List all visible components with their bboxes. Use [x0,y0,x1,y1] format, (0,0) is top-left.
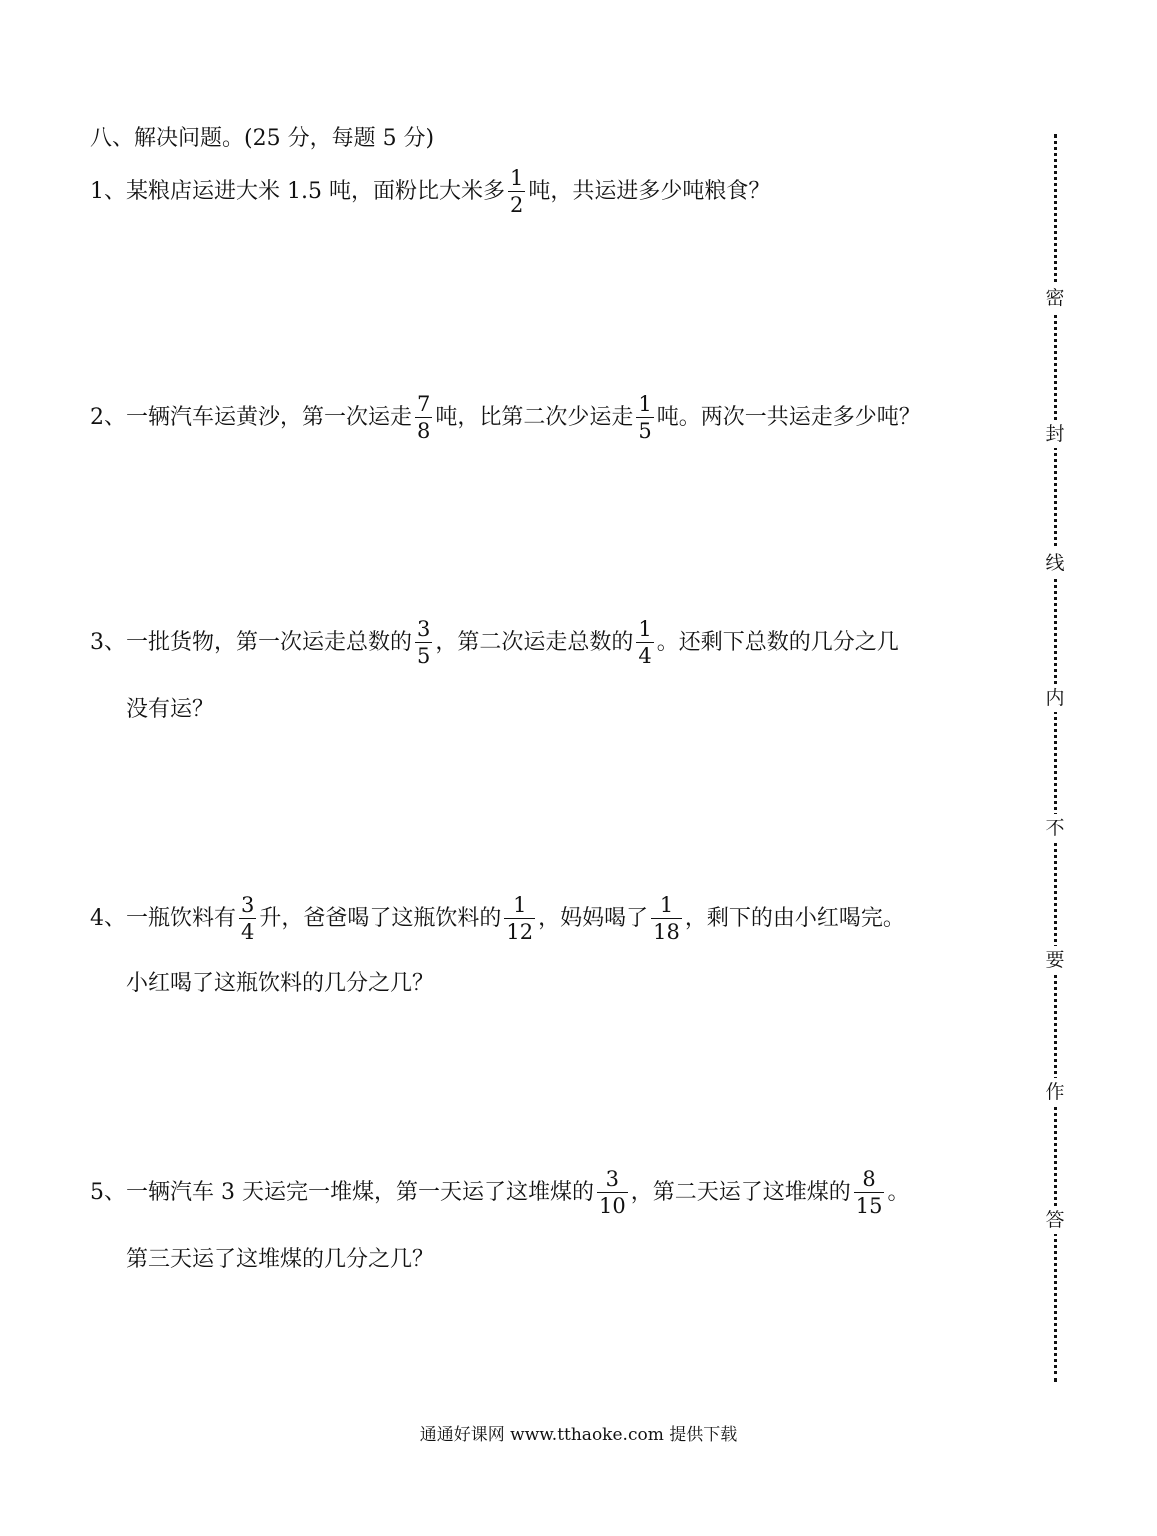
question-text: ，第二天运了这堆煤的 [630,1179,851,1205]
seal-dotted-line [1054,134,1057,1382]
seal-char: 线 [1043,549,1067,577]
question-3 [90,617,899,668]
seal-char: 作 [1043,1078,1067,1106]
denominator: 5 [638,419,652,443]
question-text: 小红喝了这瓶饮料的几分之几？ [126,971,435,996]
question-5-continuation [126,1243,434,1277]
seal-char: 答 [1043,1206,1067,1234]
question-text: 吨。两次一共运走多少吨？ [656,404,921,430]
question-text: 吨，比第二次少运走 [435,404,634,430]
numerator: 3 [605,1167,620,1191]
question-2 [90,392,921,443]
numerator: 1 [638,617,652,641]
denominator: 2 [509,193,524,217]
question-text: 3、一批货物，第一次运走总数的 [90,629,412,655]
question-text: 升，爸爸喝了这瓶饮料的 [259,905,502,931]
footer-text: 通通好课网 www.tthaoke.com 提供下载 [419,1425,738,1445]
denominator: 4 [241,920,255,944]
question-4-continuation [126,967,434,1001]
question-text: ，剩下的由小红喝完。 [684,905,905,931]
fraction [504,893,535,944]
denominator: 12 [506,920,534,944]
denominator: 8 [417,419,431,443]
question-4 [90,893,905,944]
question-5 [90,1167,909,1218]
numerator: 1 [513,893,527,917]
fraction [415,617,432,668]
fraction [651,893,682,944]
numerator: 8 [862,1167,876,1191]
numerator: 3 [241,893,255,917]
question-text: 吨，共运进多少吨粮食？ [528,178,771,204]
question-text: ，妈妈喝了 [538,905,649,931]
numerator: 7 [417,392,431,416]
fraction [854,1167,885,1218]
denominator: 10 [598,1194,626,1218]
fraction [239,893,256,944]
numerator: 1 [638,392,652,416]
fraction [415,392,432,443]
seal-char: 不 [1043,814,1067,842]
fraction [508,166,525,217]
fraction [636,392,653,443]
numerator: 1 [659,893,674,917]
denominator: 5 [417,644,431,668]
question-text: 1、某粮店运进大米 1.5 吨，面粉比大米多 [90,178,505,204]
numerator: 3 [417,617,431,641]
question-text: 第三天运了这堆煤的几分之几？ [126,1247,435,1272]
denominator: 18 [653,920,680,944]
fraction [597,1167,628,1218]
question-text: 5、一辆汽车 3 天运完一堆煤，第一天运了这堆煤的 [90,1179,594,1205]
seal-char: 内 [1043,684,1067,712]
question-text: 。还剩下总数的几分之几 [656,629,899,655]
numerator: 1 [509,166,524,190]
denominator: 4 [638,644,652,668]
seal-char: 要 [1043,946,1067,974]
question-text: 没有运？ [126,697,215,722]
section-title: 八、解决问题。(25 分，每题 5 分) [90,126,435,151]
question-text: 2、一辆汽车运黄沙，第一次运走 [90,404,412,430]
question-3-continuation [126,693,214,727]
question-text: 4、一瓶饮料有 [90,905,236,931]
seal-char: 封 [1043,420,1067,448]
question-text: ，第二次运走总数的 [435,629,634,655]
question-1 [90,166,770,217]
fraction [636,617,653,668]
seal-char: 密 [1043,284,1067,312]
question-text: 。 [887,1179,910,1205]
denominator: 15 [855,1194,883,1218]
